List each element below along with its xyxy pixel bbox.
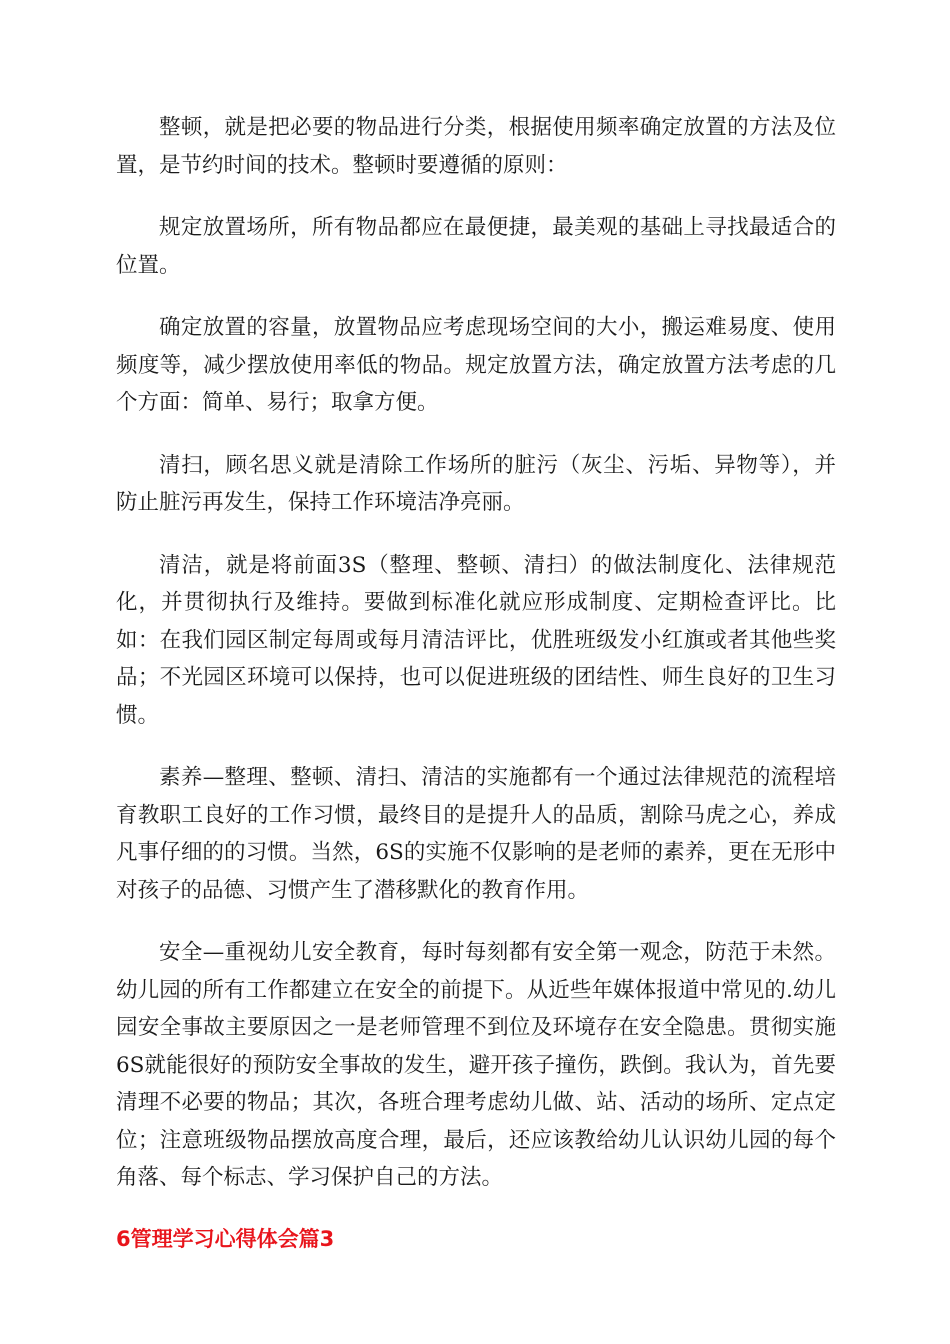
paragraph-suyang: 素养—整理、整顿、清扫、清洁的实施都有一个通过法律规范的流程培育教职工良好的工作习惯，最终目的是提升人的品质，割除马虎之心，养成凡事仔细的的习惯。当然，6S的实施不仅影响的是老师的素养，更在无形中对孩子的品德、习惯产生了潜移默化的教育作用。 [116,765,836,903]
section-heading: 6管理学习心得体会篇3 [116,1226,335,1251]
paragraph-qingjie: 清洁，就是将前面3S（整理、整顿、清扫）的做法制度化、法律规范化，并贯彻执行及维持。要做到标准化就应形成制度、定期检查评比。比如：在我们园区制定每周或每月清洁评比，优胜班级发小红旗或者其他些奖品；不光园区环境可以保持，也可以促进班级的团结性、师生良好的卫生习惯。 [116,552,836,728]
document-body [116,109,836,1256]
paragraph-placement-capacity: 确定放置的容量，放置物品应考虑现场空间的大小，搬运难易度、使用频度等，减少摆放使用率低的物品。规定放置方法，确定放置方法考虑的几个方面：简单、易行；取拿方便。 [116,315,836,415]
paragraph-qingsao: 清扫，顾名思义就是清除工作场所的脏污（灰尘、污垢、异物等），并防止脏污再发生，保持工作环境洁净亮丽。 [116,452,836,515]
paragraph-placement-location: 规定放置场所，所有物品都应在最便捷，最美观的基础上寻找最适合的位置。 [116,215,836,278]
paragraph-anquan: 安全—重视幼儿安全教育，每时每刻都有安全第一观念，防范于未然。幼儿园的所有工作都建立在安全的前提下。从近些年媒体报道中常见的.幼儿园安全事故主要原因之一是老师管理不到位及环境存在安全隐患。贯彻实施6S就能很好的预防安全事故的发生，避开孩子撞伤，跌倒。我认为，首先要清理不必要的物品；其次，各班合理考虑幼儿做、站、活动的场所、定点定位；注意班级物品摆放高度合理，最后，还应该教给幼儿认识幼儿园的每个角落、每个标志、学习保护自己的方法。 [116,940,836,1190]
paragraph-zhengdun: 整顿，就是把必要的物品进行分类，根据使用频率确定放置的方法及位置，是节约时间的技术。整顿时要遵循的原则： [116,115,836,178]
